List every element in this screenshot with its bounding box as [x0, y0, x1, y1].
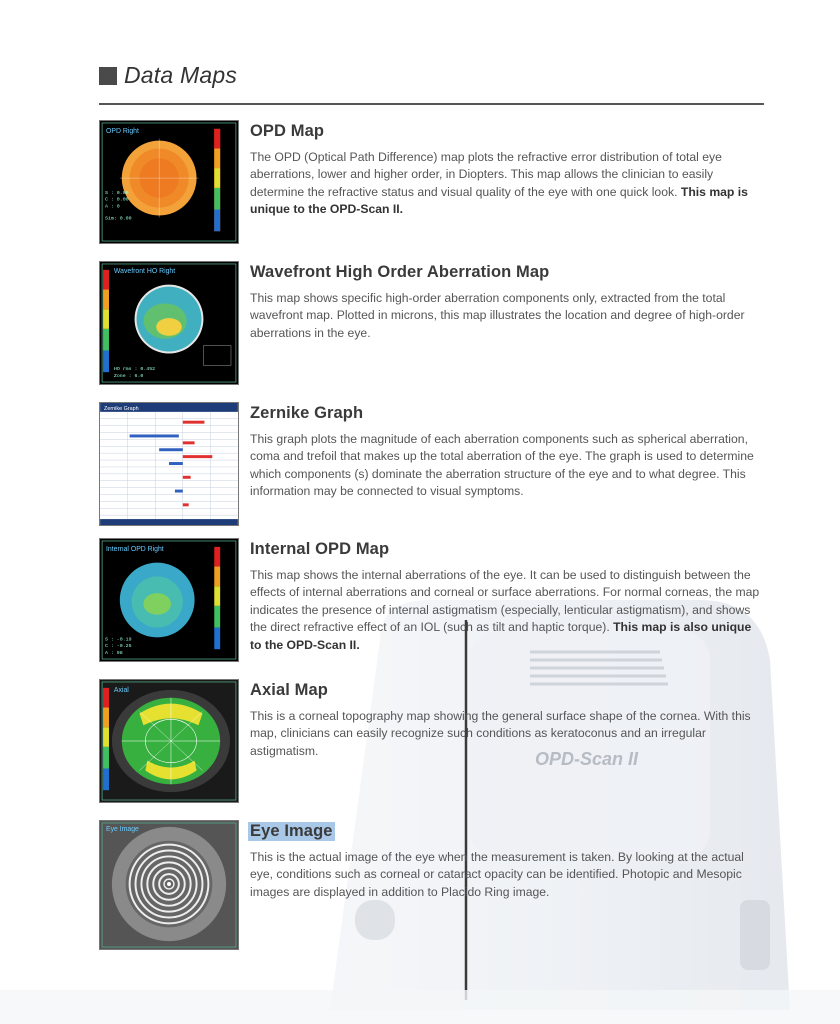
svg-text:Axial: Axial [113, 686, 129, 694]
section-title: OPD Map [250, 122, 325, 140]
device-logo-text: OPD-Scan II [535, 749, 639, 769]
section-emphasis: This map is also unique to the OPD-Scan II. [250, 620, 752, 652]
section-description: The OPD (Optical Path Difference) map plots the refractive error distribution of total eye aberrations, lower and higher order, in Diopters. This map allows the clinician to easily determine the refractive status and visual quality of the eye with one quick look. This map is unique to the OPD-Scan II. [250, 150, 748, 217]
svg-text:Internal OPD Right: Internal OPD Right [106, 545, 164, 553]
section-description: This graph plots the magnitude of each aberration components such as spherical aberration, coma and trefoil that makes up the total aberration of the eye. The graph is used to determine which components (s) dominate the aberration structure of the eye and to what degree. This information may be connected to visual symptoms. [250, 432, 754, 499]
svg-text:Zone : 6.0: Zone : 6.0 [113, 374, 144, 380]
svg-text:A : 0: A : 0 [105, 204, 120, 210]
svg-text:OPD Right: OPD Right [106, 127, 139, 135]
section-description: This map shows the internal aberrations of the eye. It can be used to distinguish between the effects of internal aberrations and corneal or surface aberrations. For normal corneas, the map indicates the presence of internal astigmatism (especially, lenticular astigmatism), and shows the direct refractive effect of an IOL (such as tilt and haptic torque). This map is also unique to the OPD-Scan II. [250, 568, 760, 652]
internal-opd-thumbnail [99, 538, 239, 662]
eye-image-thumbnail [99, 820, 239, 950]
section-description: This map shows specific high-order aberration components only, extracted from the total wavefront map. Plotted in microns, this map illustrates the location and degree of high-order aberrations in the eye. [250, 291, 745, 340]
zernike-graph-thumbnail [99, 402, 239, 526]
svg-text:Zernike Graph: Zernike Graph [104, 405, 139, 412]
section-description: This is a corneal topography map showing the general surface shape of the cornea. With this map, clinicians can easily recognize such conditions as keratoconus and an irregular astigmatism. [250, 709, 751, 758]
axial-map-thumbnail [99, 679, 239, 803]
page-title: Data Maps [124, 62, 238, 88]
svg-text:HO rms : 0.452: HO rms : 0.452 [113, 367, 156, 373]
section-title: Wavefront High Order Aberration Map [250, 263, 550, 281]
wavefront-ho-thumbnail [99, 261, 239, 385]
svg-text:C : 0.00: C : 0.00 [105, 197, 129, 203]
heading-divider [99, 103, 764, 105]
section-emphasis: This map is unique to the OPD-Scan II. [250, 184, 748, 217]
section-title: Axial Map [250, 681, 328, 699]
svg-text:A : 98: A : 98 [105, 651, 123, 657]
svg-text:Eye Image: Eye Image [105, 825, 139, 833]
svg-text:S : 0.00: S : 0.00 [105, 190, 129, 196]
svg-text:S : -0.19: S : -0.19 [105, 637, 132, 643]
section-title: Internal OPD Map [250, 540, 390, 558]
svg-text:Wavefront HO Right: Wavefront HO Right [113, 267, 176, 275]
heading-bullet-square [99, 67, 117, 85]
section-title: Eye Image [250, 822, 333, 840]
opd-map-thumbnail [99, 120, 239, 244]
svg-text:Sim: 0.00: Sim: 0.00 [105, 216, 132, 222]
svg-text:C : -0.25: C : -0.25 [105, 644, 132, 650]
page-heading [99, 62, 237, 89]
section-description: This is the actual image of the eye when the measurement is taken. By looking at the actual eye, conditions such as corneal or cataract opacity can be identified. Photopic and Mesopic images are displayed in addition to Placido Ring image. [250, 850, 744, 899]
section-title: Zernike Graph [250, 404, 364, 422]
